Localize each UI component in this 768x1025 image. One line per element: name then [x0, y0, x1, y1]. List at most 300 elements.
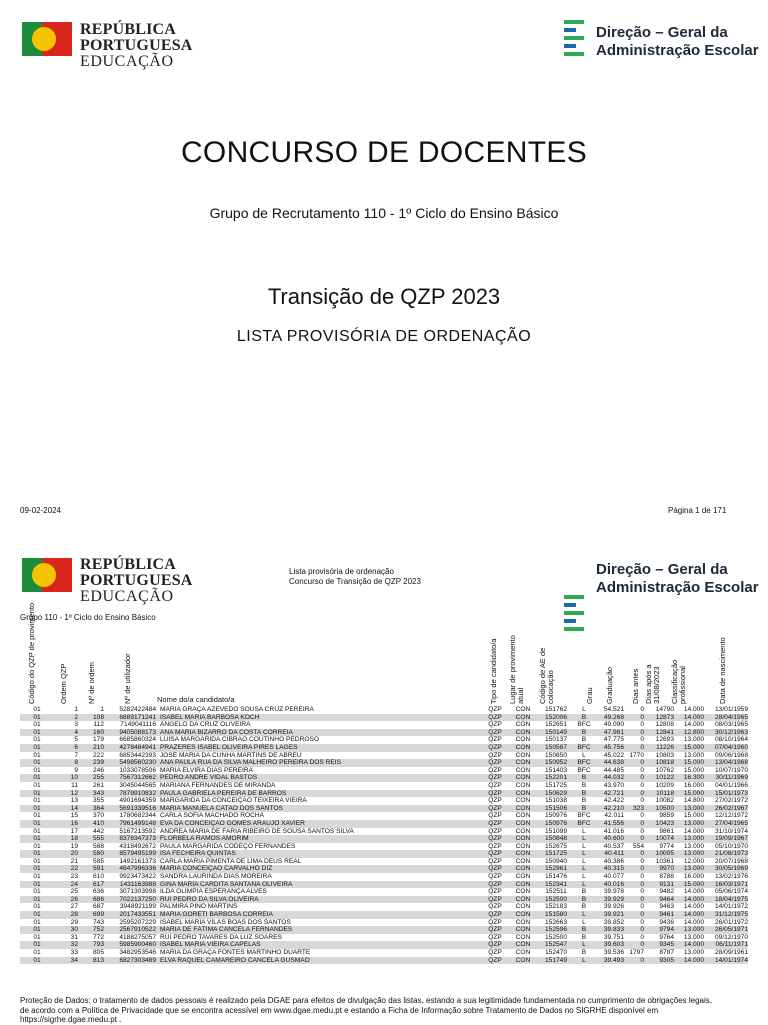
cell-ordem-qzp: 8 [74, 759, 78, 767]
cell-grau: B [581, 797, 587, 805]
cell-nome: MARIANA FERNANDES DE MIRANDA [160, 781, 276, 789]
document-title: CONCURSO DE DOCENTES [180, 136, 588, 169]
cell-graduacao: 42.210 [603, 804, 624, 812]
cell-graduacao: 45.756 [603, 743, 624, 751]
cell-lugar: CON [515, 713, 531, 721]
cell-qzp: 01 [33, 873, 41, 881]
cell-dias-antes: 0 [640, 721, 644, 729]
cell-dias-antes: 1770 [629, 751, 644, 759]
header-graduacao: Graduação [605, 666, 614, 704]
cell-graduacao: 39.751 [603, 933, 624, 941]
cell-nome: PAULA MARGARIDA CODEÇO FERNANDES [160, 842, 296, 850]
cell-dias-apos: 10082 [655, 797, 674, 805]
cell-dias-apos: 9463 [659, 903, 674, 911]
cell-codigo-ae: 150976 [544, 819, 567, 827]
cell-ordem-qzp: 9 [74, 766, 78, 774]
cell-ordem-qzp: 3 [74, 721, 78, 729]
cell-codigo-ae: 150149 [544, 728, 567, 736]
cell-num-utilizador: 1780682344 [119, 812, 156, 820]
cell-classificacao: 14.000 [683, 706, 704, 713]
cell-codigo-ae: 150850 [544, 751, 567, 759]
cell-nascimento: 09/06/1968 [714, 751, 748, 759]
cell-nascimento: 19/09/1967 [714, 835, 748, 843]
cell-ordem-qzp: 20 [70, 850, 78, 858]
cell-qzp: 01 [33, 926, 41, 934]
cell-dias-apos: 9970 [659, 865, 674, 873]
logo-line-2: PORTUGUESA [80, 37, 193, 54]
cell-graduacao: 40.600 [603, 835, 624, 843]
logo-line-1: REPÚBLICA [80, 21, 177, 38]
cell-grau: B [581, 774, 587, 782]
cell-num-ordem: 179 [92, 736, 104, 744]
cell-grau: B [581, 804, 587, 812]
cell-num-ordem: 410 [92, 819, 104, 827]
cell-grau: L [582, 956, 586, 964]
cell-codigo-ae: 151749 [544, 956, 567, 964]
cell-classificacao: 13.000 [683, 751, 704, 759]
cell-dias-antes: 0 [640, 789, 644, 797]
cell-ordem-qzp: 23 [70, 873, 78, 881]
cell-num-utilizador: 4278484941 [119, 743, 156, 751]
cell-dias-apos: 10118 [656, 789, 674, 797]
cell-ordem-qzp: 21 [70, 857, 78, 865]
cell-nome: FLORBELA RAMOS AMORIM [160, 835, 249, 843]
cell-nascimento: 13/02/1976 [714, 873, 748, 881]
header-lugar: Lugar de provimento atual [508, 635, 525, 704]
header-nome: Nome do/a candidato/a [157, 695, 235, 704]
cell-lugar: CON [515, 728, 531, 736]
cell-graduacao: 44.485 [603, 766, 624, 774]
cell-num-utilizador: 4188275057 [119, 933, 156, 941]
cell-classificacao: 13.000 [683, 865, 704, 873]
cell-nascimento: 08/10/1964 [714, 736, 748, 744]
cell-ordem-qzp: 22 [70, 865, 78, 873]
cell-classificacao: 14.000 [683, 895, 704, 903]
cell-classificacao: 13.000 [683, 933, 704, 941]
cell-dias-apos: 12873 [655, 713, 674, 721]
cell-ordem-qzp: 6 [74, 743, 78, 751]
cell-lugar: CON [515, 706, 531, 713]
table-row [20, 873, 748, 881]
cell-ordem-qzp: 2 [74, 713, 78, 721]
cell-tipo: QZP [488, 933, 502, 941]
cell-lugar: CON [515, 933, 531, 941]
cell-dias-apos: 10005 [655, 850, 674, 858]
cell-tipo: QZP [488, 865, 502, 873]
republica-logo-text [80, 22, 193, 70]
cell-grau: B [581, 888, 587, 896]
cell-lugar: CON [515, 918, 531, 926]
cell-codigo-ae: 152596 [544, 926, 567, 934]
header-num-utilizador: Nº de utilizador [123, 653, 132, 704]
cell-tipo: QZP [488, 804, 502, 812]
cell-qzp: 01 [33, 759, 41, 767]
cell-lugar: CON [515, 956, 531, 964]
cell-num-utilizador: 5985900460 [119, 941, 156, 949]
cell-dias-antes: 0 [640, 880, 644, 888]
cell-nome: MARIA DE FÁTIMA CANCELA FERNANDES [160, 926, 293, 934]
cell-graduacao: 49.268 [603, 713, 624, 721]
table-row [20, 957, 748, 965]
cell-num-utilizador: 1033078506 [119, 766, 156, 774]
table-row [20, 805, 748, 813]
cell-codigo-ae: 152500 [544, 933, 567, 941]
dgae-line-2: Administração Escolar [596, 579, 759, 596]
cell-codigo-ae: 150976 [544, 812, 567, 820]
cell-classificacao: 13.000 [683, 926, 704, 934]
cell-codigo-ae: 151038 [544, 797, 567, 805]
cell-nome: EVA DA CONCEIÇÃO GOMES ARAÚJO XAVIER [160, 819, 305, 827]
cell-qzp: 01 [33, 819, 41, 827]
cell-graduacao: 45.022 [603, 751, 624, 759]
cell-ordem-qzp: 19 [70, 842, 78, 850]
cell-grau: BFC [577, 819, 591, 827]
cell-codigo-ae: 152663 [544, 918, 567, 926]
page-indicator [668, 506, 726, 515]
cell-grau: B [581, 728, 587, 736]
cell-graduacao: 49.090 [603, 721, 624, 729]
cell-codigo-ae: 152651 [544, 721, 567, 729]
cell-lugar: CON [515, 926, 531, 934]
cell-classificacao: 15.000 [683, 743, 704, 751]
cell-nome: RUI PEDRO DA SILVA OLIVEIRA [160, 895, 259, 903]
cell-lugar: CON [515, 804, 531, 812]
cell-num-ordem: 793 [92, 941, 104, 949]
cell-nascimento: 20/07/1968 [714, 857, 748, 865]
cell-num-ordem: 364 [92, 804, 104, 812]
cell-dias-antes: 0 [640, 706, 644, 713]
cell-num-ordem: 370 [92, 812, 104, 820]
table-row [20, 812, 748, 820]
cell-num-ordem: 160 [92, 728, 104, 736]
cell-qzp: 01 [33, 842, 41, 850]
cell-dias-apos: 8788 [659, 873, 674, 881]
header-qzp: Código do QZP de provimento [27, 602, 36, 704]
cell-nome: ÂNGELO DA CRUZ OLIVEIRA [160, 721, 251, 729]
cell-grau: B [581, 713, 587, 721]
cell-classificacao: 13.000 [683, 842, 704, 850]
cell-classificacao: 14.000 [683, 911, 704, 919]
cell-graduacao: 40.077 [603, 873, 624, 881]
cell-ordem-qzp: 28 [70, 911, 78, 919]
header-dias-apos: Dias após a 31/08/2023 [644, 664, 661, 704]
cell-classificacao: 15.000 [683, 880, 704, 888]
footer-line-3: https://sigrhe.dgae.medu.pt . [20, 1015, 122, 1025]
cell-graduacao: 41.016 [603, 827, 624, 835]
cell-nome: MARIA ELVIRA DIAS PEREIRA [160, 766, 253, 774]
cell-qzp: 01 [33, 721, 41, 729]
cell-dias-apos: 8787 [659, 949, 674, 956]
cell-nascimento: 14/01/1972 [714, 903, 748, 911]
cell-num-ordem: 239 [92, 759, 104, 767]
document-date: 09-02-2024 [20, 506, 61, 515]
cell-lugar: CON [515, 842, 531, 850]
table-row [20, 926, 748, 934]
cell-grau: L [582, 941, 586, 949]
cell-dias-apos: 9794 [659, 926, 674, 934]
cell-num-utilizador: 5282422484 [119, 706, 156, 713]
cell-classificacao: 15.000 [683, 766, 704, 774]
cell-classificacao: 16.300 [683, 774, 704, 782]
cell-lugar: CON [515, 888, 531, 896]
cell-classificacao: 14.000 [683, 941, 704, 949]
cell-codigo-ae: 151580 [544, 911, 567, 919]
cell-grau: B [581, 949, 587, 956]
cell-nascimento: 31/10/1974 [714, 827, 748, 835]
cell-classificacao: 13.000 [683, 835, 704, 843]
page2-header-line-1: Lista provisória de ordenação [289, 567, 394, 576]
footer-line-1: Proteção de Dados: o tratamento de dados pessoais é realizado pela DGAE para efeitos de divulgação das listas, estando a sua legitimidade fundamentada no cumprimento de obrigações legais, [20, 996, 712, 1005]
page2-header-text [289, 567, 421, 587]
cell-codigo-ae: 152500 [544, 895, 567, 903]
cell-qzp: 01 [33, 827, 41, 835]
cell-dias-apos: 10209 [655, 781, 674, 789]
cell-tipo: QZP [488, 842, 502, 850]
cell-num-utilizador: 7879910832 [119, 789, 156, 797]
cell-num-utilizador: 2567910522 [119, 926, 156, 934]
cell-lugar: CON [515, 743, 531, 751]
cell-qzp: 01 [33, 728, 41, 736]
cell-dias-antes: 0 [640, 835, 644, 843]
cell-ordem-qzp: 4 [74, 728, 78, 736]
cell-num-ordem: 555 [92, 835, 104, 843]
cell-nascimento: 15/01/1973 [714, 789, 748, 797]
cell-num-ordem: 772 [92, 933, 104, 941]
cell-grau: BFC [577, 743, 591, 751]
cell-dias-apos: 10762 [655, 766, 674, 774]
cell-codigo-ae: 151762 [544, 706, 567, 713]
cell-nascimento: 04/01/1966 [714, 781, 748, 789]
cell-tipo: QZP [488, 873, 502, 881]
cell-dias-apos: 9464 [659, 895, 674, 903]
header-num-ordem: Nº de ordem [87, 662, 96, 704]
cell-num-ordem: 442 [92, 827, 104, 835]
cell-qzp: 01 [33, 933, 41, 941]
cell-nome: PEDRO ANDRÉ VIDAL BASTOS [160, 774, 258, 782]
cell-graduacao: 43.970 [603, 781, 624, 789]
cell-nascimento: 08/03/1965 [714, 721, 748, 729]
cell-dias-antes: 0 [640, 926, 644, 934]
table-row [20, 736, 748, 744]
cell-tipo: QZP [488, 949, 502, 956]
cell-nome: ISABEL MARIA VIEIRA CAPELAS [160, 941, 261, 949]
cell-graduacao: 44.032 [603, 774, 624, 782]
cell-num-utilizador: 6827303489 [119, 956, 156, 964]
cell-num-ordem: 1 [100, 706, 104, 713]
cell-lugar: CON [515, 751, 531, 759]
cell-tipo: QZP [488, 743, 502, 751]
table-row [20, 774, 748, 782]
cell-qzp: 01 [33, 774, 41, 782]
cell-nascimento: 30/11/1969 [715, 774, 748, 782]
cell-qzp: 01 [33, 743, 41, 751]
cell-grau: L [582, 911, 586, 919]
cell-graduacao: 47.981 [603, 728, 624, 736]
cell-grau: L [582, 880, 586, 888]
cell-dias-antes: 0 [640, 797, 644, 805]
cell-num-ordem: 610 [92, 873, 104, 881]
dgae-line-1: Direção – Geral da [596, 24, 728, 41]
cell-ordem-qzp: 12 [70, 789, 78, 797]
list-subtitle: Transição de QZP 2023 [267, 284, 501, 309]
cell-grau: B [581, 789, 587, 797]
table-row [20, 903, 748, 911]
cell-nome: MARIA MANUELA CATÃO DOS SANTOS [160, 804, 283, 812]
cell-tipo: QZP [488, 736, 502, 744]
cell-graduacao: 44.638 [603, 759, 624, 767]
table-row [20, 911, 748, 919]
cell-num-utilizador: 8376347373 [119, 835, 156, 843]
cell-classificacao: 14.000 [683, 713, 704, 721]
cell-classificacao: 12.000 [683, 857, 704, 865]
cell-num-utilizador: 9405088173 [119, 728, 156, 736]
cell-lugar: CON [515, 766, 531, 774]
cell-qzp: 01 [33, 880, 41, 888]
cell-dias-antes: 0 [640, 819, 644, 827]
cell-tipo: QZP [488, 759, 502, 767]
cell-nome: ISABEL MARIA BARBOSA KOCH [160, 713, 260, 721]
cell-tipo: QZP [488, 857, 502, 865]
cell-dias-antes: 0 [640, 865, 644, 873]
cell-graduacao: 39.536 [603, 949, 624, 956]
cell-num-utilizador: 3045044565 [119, 781, 156, 789]
cell-classificacao: 13.000 [683, 850, 704, 858]
logo-line-3: EDUCAÇÃO [80, 53, 174, 70]
cell-tipo: QZP [488, 774, 502, 782]
cell-nascimento: 26/02/1967 [714, 804, 748, 812]
flag-icon [22, 22, 72, 56]
cell-lugar: CON [515, 835, 531, 843]
cell-graduacao: 42.011 [604, 812, 624, 820]
cell-tipo: QZP [488, 956, 502, 964]
cell-nascimento: 30/12/1963 [714, 728, 748, 736]
cell-classificacao: 15.000 [683, 812, 704, 820]
cell-classificacao: 14.000 [683, 903, 704, 911]
logo-line-3: EDUCAÇÃO [80, 588, 174, 605]
cell-qzp: 01 [33, 781, 41, 789]
cell-nome: RUI PEDRO TAVARES DA LUZ SOARES [160, 933, 282, 941]
table-row [20, 706, 748, 714]
cell-dias-apos: 9764 [659, 933, 674, 941]
cell-grau: B [581, 933, 587, 941]
cell-dias-apos: 9461 [659, 911, 674, 919]
cell-classificacao: 13.000 [683, 949, 704, 956]
cell-dias-antes: 0 [640, 827, 644, 835]
table-row [20, 835, 748, 843]
cell-graduacao: 39.921 [603, 911, 624, 919]
cell-nascimento: 14/01/1974 [714, 956, 748, 964]
data-protection-notice [20, 996, 760, 1025]
cell-nome: ELVA RAQUEL CAMAREIRO CANCELA GUSMÃO [160, 956, 310, 964]
cell-codigo-ae: 152547 [544, 941, 567, 949]
cell-codigo-ae: 152675 [544, 842, 567, 850]
cell-dias-antes: 0 [640, 743, 644, 751]
cell-nome: PAULA GABRIELA PEREIRA DE BARROS [160, 789, 287, 797]
page-total: 171 [712, 506, 727, 515]
flag-icon [22, 558, 72, 592]
cell-codigo-ae: 150848 [544, 835, 567, 843]
cell-nascimento: 13/01/1959 [714, 706, 748, 713]
cell-nascimento: 10/07/1970 [714, 766, 748, 774]
cell-num-ordem: 805 [92, 949, 104, 956]
cell-num-utilizador: 3948921199 [119, 903, 156, 911]
cell-qzp: 01 [33, 850, 41, 858]
cell-grau: B [581, 926, 587, 934]
cell-lugar: CON [515, 827, 531, 835]
cell-dias-antes: 0 [640, 713, 644, 721]
cell-dias-antes: 0 [640, 774, 644, 782]
cell-codigo-ae: 152006 [544, 713, 567, 721]
cell-dias-apos: 9305 [659, 956, 674, 964]
table-row [20, 744, 748, 752]
cell-num-utilizador: 1492161373 [119, 857, 156, 865]
cell-nome: PRAZERES ISABEL OLIVEIRA PIRES LAGES [160, 743, 298, 751]
cell-num-utilizador: 3071303998 [119, 888, 156, 896]
cell-ordem-qzp: 7 [74, 751, 78, 759]
cell-grau: L [582, 751, 586, 759]
cell-dias-antes: 1797 [629, 949, 644, 956]
cell-num-utilizador: 7022137250 [119, 895, 156, 903]
cell-classificacao: 14.000 [683, 888, 704, 896]
table-row [20, 714, 748, 722]
cell-classificacao: 14.000 [683, 918, 704, 926]
dgae-logo-text [596, 24, 759, 60]
table-row [20, 896, 748, 904]
cell-classificacao: 12.800 [683, 728, 704, 736]
cell-ordem-qzp: 24 [70, 880, 78, 888]
cell-graduacao: 40.386 [603, 857, 624, 865]
cell-grau: BFC [577, 766, 591, 774]
cell-graduacao: 40.315 [603, 865, 624, 873]
cell-ordem-qzp: 1 [74, 706, 78, 713]
cell-ordem-qzp: 15 [70, 812, 78, 820]
cell-ordem-qzp: 29 [70, 918, 78, 926]
cell-dias-apos: 10423 [655, 819, 674, 827]
cell-ordem-qzp: 17 [70, 827, 78, 835]
cell-tipo: QZP [488, 728, 502, 736]
cell-num-ordem: 222 [92, 751, 104, 759]
cell-qzp: 01 [33, 812, 41, 820]
cell-num-utilizador: 8579495199 [119, 850, 156, 858]
cell-classificacao: 14.000 [683, 721, 704, 729]
cell-lugar: CON [515, 911, 531, 919]
cell-num-utilizador: 3482953546 [119, 949, 156, 956]
cell-nascimento: 16/03/1971 [714, 880, 748, 888]
cell-dias-antes: 0 [640, 888, 644, 896]
cell-graduacao: 39.978 [603, 888, 624, 896]
cell-num-ordem: 112 [93, 721, 104, 729]
cell-graduacao: 54.521 [603, 706, 624, 713]
cell-nascimento: 05/10/1970 [714, 842, 748, 850]
table-row [20, 888, 748, 896]
cell-nome: ANA MARIA BIZARRO DA COSTA CORREIA [160, 728, 293, 736]
cell-ordem-qzp: 26 [70, 895, 78, 903]
cell-dias-antes: 0 [640, 728, 644, 736]
cell-dias-antes: 0 [640, 941, 644, 949]
cell-codigo-ae: 152341 [544, 880, 567, 888]
footer-line-2: de acordo com a Política de Privacidade que se encontra acessível em www.dgae.medu.pt e estando a Ficha de Informação sobre Tratamento de Dados no SIGRHE disponível em [20, 1005, 659, 1015]
cell-dias-antes: 0 [640, 812, 644, 820]
cell-dias-antes: 0 [640, 857, 644, 865]
cell-codigo-ae: 151506 [544, 804, 567, 812]
cell-codigo-ae: 151725 [544, 781, 567, 789]
cell-ordem-qzp: 30 [70, 926, 78, 934]
cell-grau: L [582, 865, 586, 873]
cell-tipo: QZP [488, 941, 502, 949]
cell-nome: MARGARIDA DA CONCEIÇÃO TEIXEIRA VIEIRA [160, 797, 307, 805]
cell-dias-apos: 9131 [659, 880, 674, 888]
dgae-logo-text-2 [596, 561, 759, 597]
